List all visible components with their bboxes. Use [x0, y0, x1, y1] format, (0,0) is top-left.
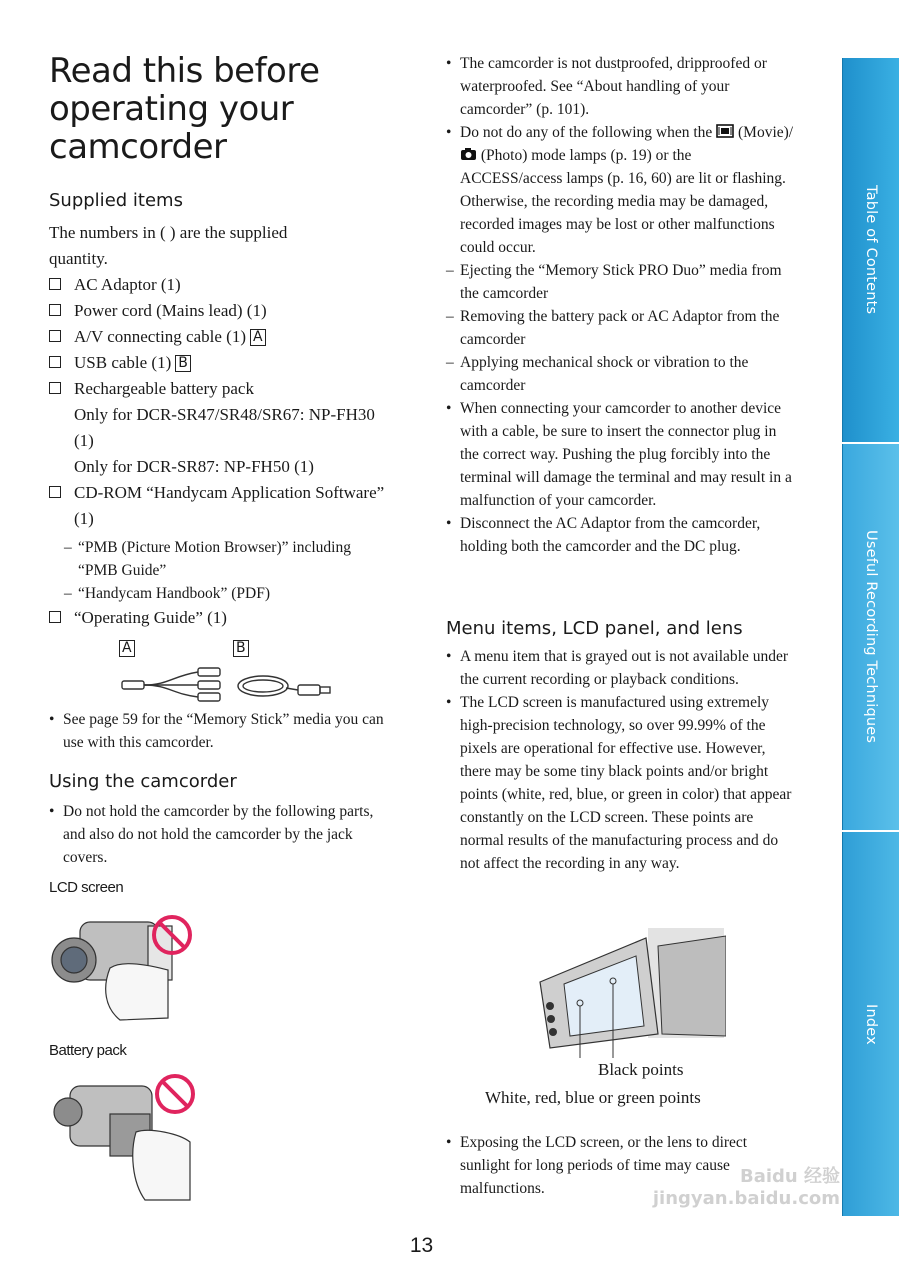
battery-note: Only for DCR-SR87: NP-FH50 (1): [74, 457, 314, 476]
label-b-box: B: [175, 355, 191, 372]
not-dustproof-note: • The camcorder is not dustproofed, dripproofed or waterproofed. See “About handling of your camcorder” (p. 101).: [446, 52, 796, 121]
color-points-label: White, red, blue or green points: [485, 1088, 701, 1107]
do-not-note: • Do not do any of the following when the (Movie)/ (Photo) mode lamps (p. 19) or the ACCESS/access lamps (p. 16, 60) are lit or flashing. Otherwise, the recording media may be damaged, recorded images may be lost or other malfunctions could occur.: [446, 121, 796, 259]
hold-lcd-illustration: [50, 908, 200, 1026]
prohibited-icon: [157, 1076, 193, 1112]
list-item: USB cable (1) B: [49, 350, 389, 376]
hold-battery-illustration: [50, 1072, 200, 1202]
list-item: CD-ROM “Handycam Application Software” (1): [49, 480, 389, 532]
list-item: “Operating Guide” (1): [49, 605, 389, 631]
page-title: Read this before operating your camcorder: [49, 51, 320, 167]
using-bullet: • Do not hold the camcorder by the following parts, and also do not hold the camcorder by the jack covers.: [49, 800, 394, 869]
page-number: 13: [409, 1234, 434, 1257]
battery-note: Only for DCR-SR47/SR48/SR67: NP-FH30 (1): [74, 405, 375, 450]
list-item: AC Adaptor (1): [49, 272, 389, 298]
label-a-box: A: [250, 329, 266, 346]
using-heading: Using the camcorder: [49, 771, 237, 792]
lcd-screen-caption: LCD screen: [49, 879, 124, 896]
sunlight-note: • Exposing the LCD screen, or the lens to direct sunlight for long periods of time may cause malfunctions.: [446, 1131, 796, 1200]
lcd-pixels-note: • The LCD screen is manufactured using extremely high-precision technology, so over 99.99% of the pixels are operational for effective use. However, there may be some tiny black points and/or bright points (white, red, blue, or green in color) that appear constantly on the LCD screen. These points are normal results of the manufacturing process and do not affect the recording in any way.: [446, 691, 796, 875]
usb-cable-icon: [238, 676, 330, 696]
grayed-out-note: • A menu item that is grayed out is not available under the current recording or playback conditions.: [446, 645, 796, 691]
cable-note: • When connecting your camcorder to another device with a cable, be sure to insert the connector plug in the correct way. Pushing the plug forcibly into the terminal will damage the terminal and may result in a malfunction of your camcorder.: [446, 397, 796, 512]
supplied-list: [49, 272, 389, 532]
label-a-box: A: [119, 640, 135, 657]
menu-lcd-heading: Menu items, LCD panel, and lens: [446, 618, 743, 639]
cables-illustration: [118, 664, 338, 704]
list-item: A/V connecting cable (1) A: [49, 324, 389, 350]
tab-index[interactable]: Index: [843, 832, 899, 1216]
sub-item: – Removing the battery pack or AC Adaptor from the camcorder: [446, 308, 780, 348]
sub-item: – “PMB (Picture Motion Browser)” including “PMB Guide”: [64, 539, 351, 579]
tab-useful-recording-techniques[interactable]: Useful Recording Techniques: [843, 444, 899, 830]
lcd-panel-illustration: [536, 926, 726, 1058]
supplied-items-heading: Supplied items: [49, 190, 183, 211]
supplied-intro: The numbers in ( ) are the supplied quantity.: [49, 223, 288, 268]
sub-item: – Ejecting the “Memory Stick PRO Duo” media from the camcorder: [446, 262, 782, 302]
ac-adaptor-note: • Disconnect the AC Adaptor from the camcorder, holding both the camcorder and the DC plug.: [446, 512, 796, 558]
label-b-box: B: [233, 640, 249, 657]
tab-table-of-contents[interactable]: Table of Contents: [843, 58, 899, 442]
movie-mode-icon: [716, 124, 734, 138]
black-points-label: Black points: [598, 1060, 684, 1079]
memory-stick-note: • See page 59 for the “Memory Stick” media you can use with this camcorder.: [49, 708, 394, 754]
cdrom-subitems: [64, 536, 394, 605]
sub-item: – “Handycam Handbook” (PDF): [64, 585, 270, 602]
photo-mode-icon: [460, 147, 477, 161]
sub-item: – Applying mechanical shock or vibration to the camcorder: [446, 354, 749, 394]
list-item: Power cord (Mains lead) (1): [49, 298, 389, 324]
battery-pack-caption: Battery pack: [49, 1042, 127, 1059]
baidu-watermark: Baidu 经验 jingyan.baidu.com: [652, 1166, 840, 1209]
av-cable-icon: [122, 668, 220, 701]
list-item: Rechargeable battery pack: [49, 376, 389, 402]
